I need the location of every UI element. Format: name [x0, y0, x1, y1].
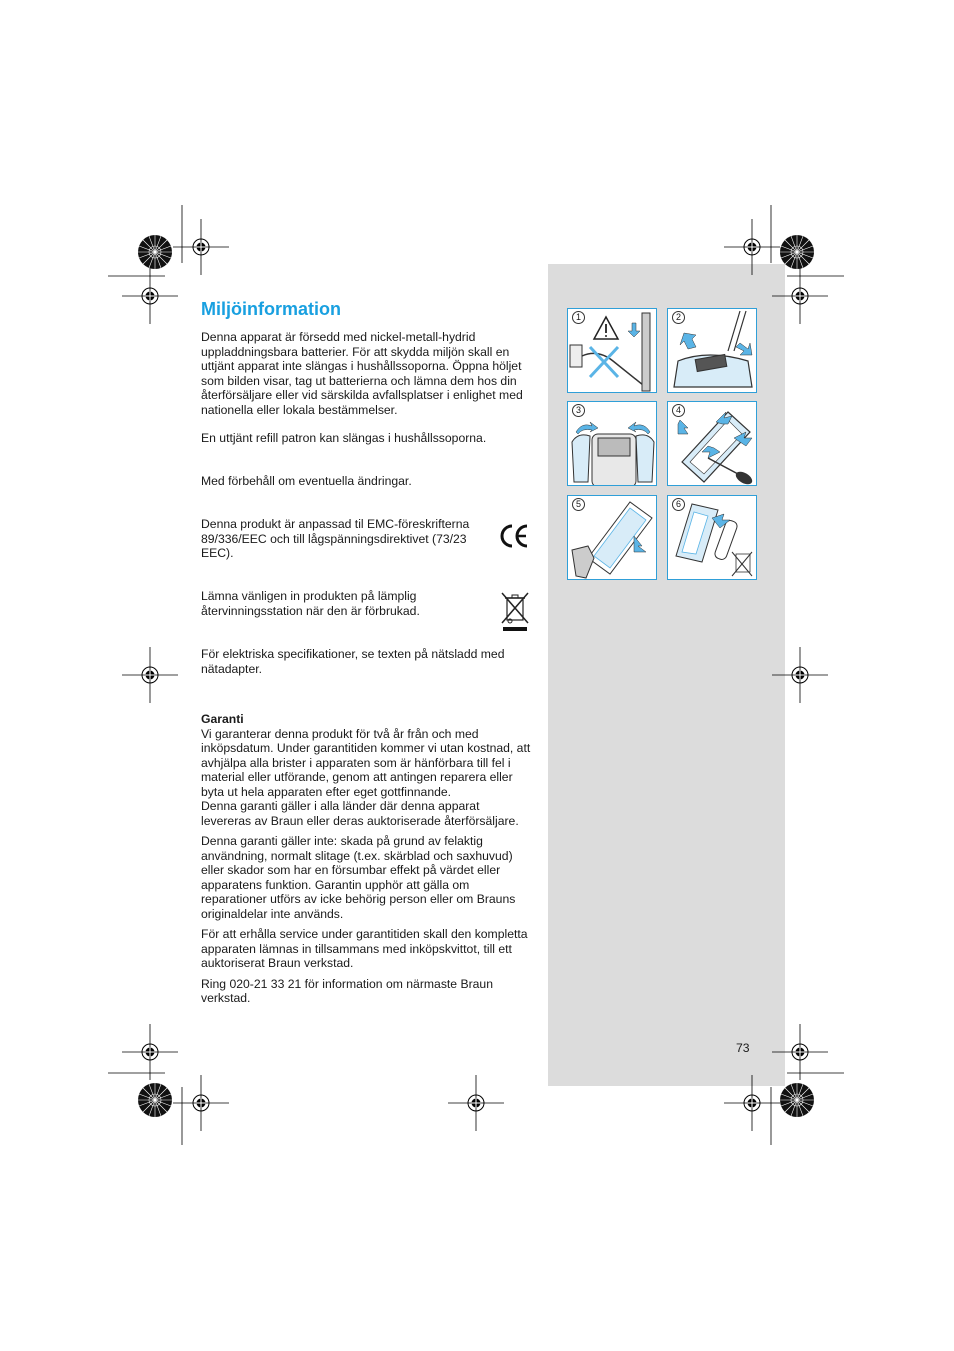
refill-text: En uttjänt refill patron kan slängas i hushållssoporna. — [201, 431, 487, 445]
refill-paragraph — [201, 431, 531, 446]
page-title: Miljöinformation — [201, 299, 341, 319]
specs-paragraph — [201, 647, 531, 676]
figure-number: 5 — [572, 498, 585, 511]
recycle-text: Lämna vänligen in produkten på lämplig återvinningsstation när den är förbrukad. — [201, 589, 420, 618]
figure-3 — [567, 401, 657, 486]
warranty-text-4: För att erhålla service under garantitiden skall den kompletta apparaten lämnas in tillsammans med inköpskvittot, till ett auktoriserat Braun verkstad. — [201, 927, 528, 970]
figure-5 — [567, 495, 657, 580]
figure-1 — [567, 308, 657, 393]
page-number: 73 — [736, 1041, 750, 1055]
warranty-section — [201, 712, 531, 1006]
changes-paragraph — [201, 474, 531, 489]
figure-2 — [667, 308, 757, 393]
figure-number: 2 — [672, 311, 685, 324]
figure-number: 1 — [572, 311, 585, 324]
emc-text: Denna produkt är anpassad til EMC-föreskrifterna 89/336/EEC och till lågspänningsdirektivet (73/23 EEC). — [201, 517, 470, 560]
warranty-text-1: Vi garanterar denna produkt för två år från och med inköpsdatum. Under garantitiden kommer vi utan kostnad, att avhjälpa alla brister i apparaten som är hänförbara till fel i material eller utförande, genom att antingen reparera eller byta ut hela apparaten efter eget gottfinnande. — [201, 726, 531, 799]
changes-text: Med förbehåll om eventuella ändringar. — [201, 474, 412, 488]
figure-number: 3 — [572, 404, 585, 417]
figure-4 — [667, 401, 757, 486]
warranty-text-5: Ring 020-21 33 21 för information om närmaste Braun verkstad. — [201, 976, 493, 1005]
warranty-heading: Garanti — [201, 712, 244, 726]
weee-bin-icon — [500, 590, 530, 632]
figure-number: 4 — [672, 404, 685, 417]
emc-paragraph — [201, 517, 493, 561]
ce-mark-icon — [498, 522, 530, 550]
figure-number: 6 — [672, 498, 685, 511]
specs-text: För elektriska specifikationer, se texten på nätsladd med nätadapter. — [201, 647, 505, 676]
figure-6 — [667, 495, 757, 580]
warranty-text-2: Denna garanti gäller i alla länder där denna apparat levereras av Braun eller deras auktoriserade återförsäljare. — [201, 799, 519, 828]
battery-paragraph — [201, 330, 531, 417]
recycle-paragraph — [201, 589, 481, 618]
battery-text: Denna apparat är försedd med nickel-metall-hydrid uppladdningsbara batterier. För att skydda miljön skall en uttjänt apparat inte slängas i hushållssoporna. Öppna höljet som bilden visar, tag ut batterierna och lämna dem hos din återförsäljare eller vid särskilda avfallsplatser i enlighet med nationella eller lokala bestämmelser. — [201, 330, 523, 417]
warranty-text-3: Denna garanti gäller inte: skada på grund av felaktig användning, normalt slitage (t.ex. skärblad och saxhuvud) eller skador som har en försumbar effekt på värdet eller apparatens funktion. Garantin upphör att gälla om reparationer utförs av icke behörig person eller om Brauns originaldelar inte används. — [201, 834, 516, 921]
